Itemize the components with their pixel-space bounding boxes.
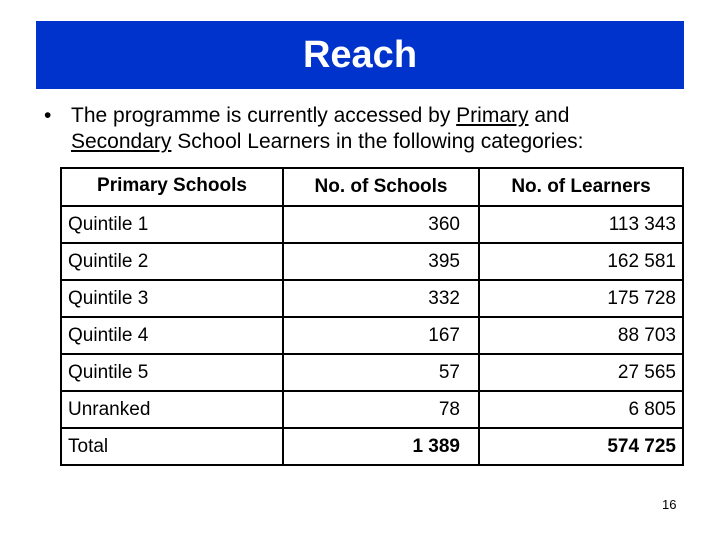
cell-category: Quintile 5	[61, 354, 283, 391]
table-row	[61, 354, 683, 391]
table-row	[61, 317, 683, 354]
page-number: 16	[662, 497, 677, 512]
text-segment: and	[528, 104, 576, 127]
table-row	[61, 206, 683, 243]
text-segment: School Learners in the following categories:	[171, 130, 584, 153]
table-row	[61, 280, 683, 317]
primary-underlined: Primary	[456, 104, 529, 127]
table-total-row	[61, 428, 683, 465]
cell-schools: 360	[283, 206, 479, 243]
cell-category: Unranked	[61, 391, 283, 428]
table-header-row	[61, 168, 683, 206]
cell-learners: 175 728	[479, 280, 683, 317]
cell-schools: 395	[283, 243, 479, 280]
cell-learners: 88 703	[479, 317, 683, 354]
table-row	[61, 243, 683, 280]
cell-schools: 332	[283, 280, 479, 317]
cell-learners: 162 581	[479, 243, 683, 280]
cell-learners: 6 805	[479, 391, 683, 428]
cell-category: Quintile 4	[61, 317, 283, 354]
header-schools: No. of Schools	[283, 168, 479, 206]
schools-table	[60, 167, 684, 466]
slide-title: Reach	[302, 33, 418, 76]
cell-category: Total	[61, 428, 283, 465]
cell-learners: 574 725	[479, 428, 683, 465]
bullet-text	[71, 103, 691, 155]
bullet-icon: •	[44, 104, 52, 127]
cell-category: Quintile 2	[61, 243, 283, 280]
secondary-underlined: Secondary	[71, 130, 172, 153]
cell-schools: 167	[283, 317, 479, 354]
cell-schools: 78	[283, 391, 479, 428]
header-category: Primary Schools	[61, 168, 283, 206]
text-segment: The programme is currently accessed by	[71, 104, 457, 127]
cell-schools: 1 389	[283, 428, 479, 465]
cell-learners: 113 343	[479, 206, 683, 243]
cell-category: Quintile 1	[61, 206, 283, 243]
table-row	[61, 391, 683, 428]
title-bar	[36, 21, 684, 89]
header-learners: No. of Learners	[479, 168, 683, 206]
cell-schools: 57	[283, 354, 479, 391]
cell-learners: 27 565	[479, 354, 683, 391]
cell-category: Quintile 3	[61, 280, 283, 317]
